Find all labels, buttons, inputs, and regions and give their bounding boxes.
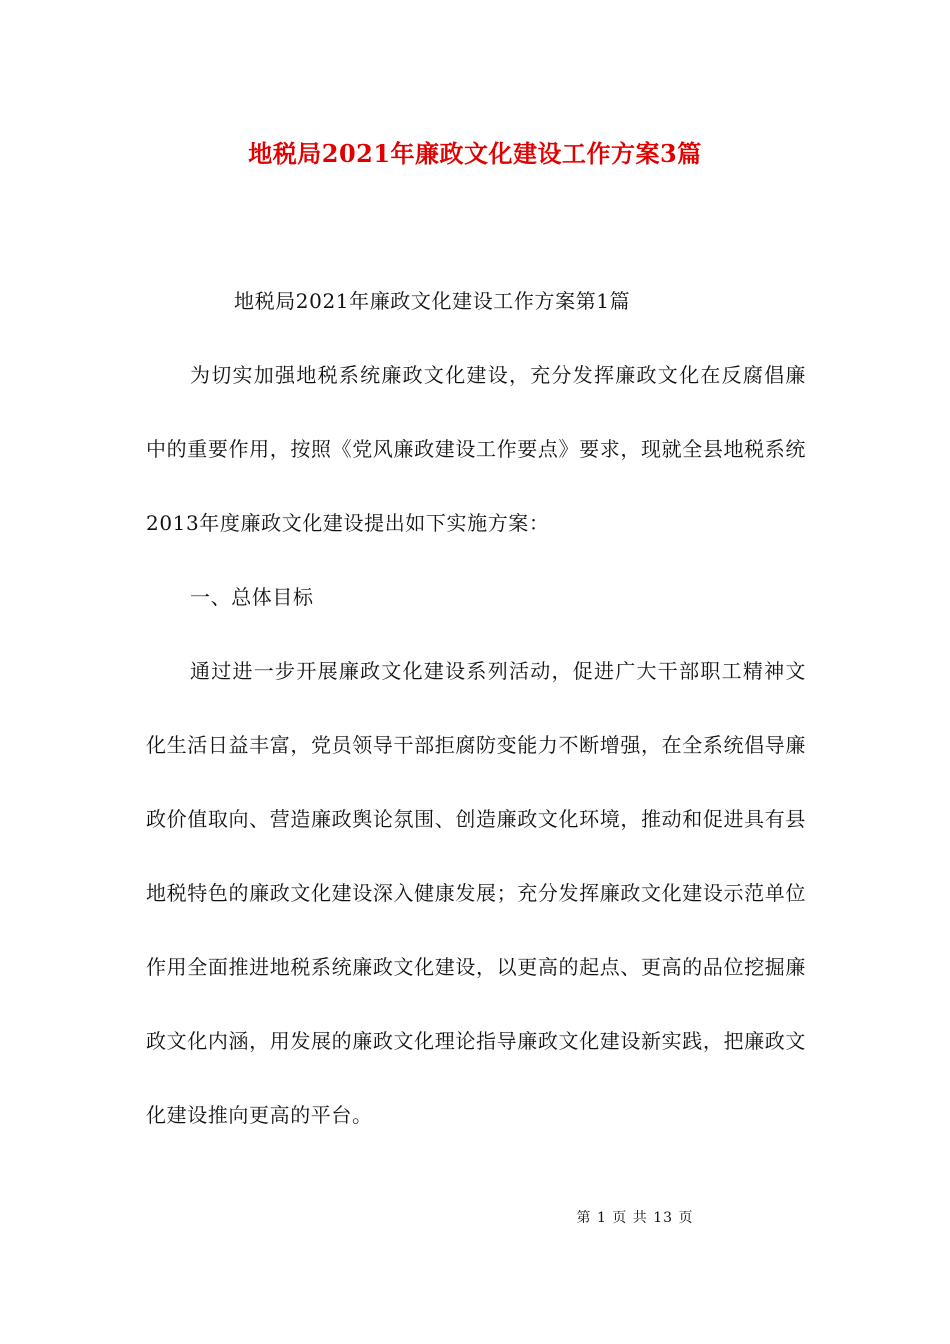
section-heading: 一、总体目标: [190, 585, 314, 609]
paragraph-intro: 为切实加强地税系统廉政文化建设，充分发挥廉政文化在反腐倡廉中的重要作用，按照《党风廉政建设工作要点》要求，现就全县地税系统2013年度廉政文化建设提出如下实施方案：: [146, 363, 806, 535]
document-body: [146, 264, 806, 1152]
document-subtitle: 地税局2021年廉政文化建设工作方案第1篇: [234, 289, 631, 313]
paragraph-goal: 通过进一步开展廉政文化建设系列活动，促进广大干部职工精神文化生活日益丰富，党员领导干部拒腐防变能力不断增强，在全系统倡导廉政价值取向、营造廉政舆论氛围、创造廉政文化环境，推动和促进具有县地税特色的廉政文化建设深入健康发展；充分发挥廉政文化建设示范单位作用全面推进地税系统廉政文化建设，以更高的起点、更高的品位挖掘廉政文化内涵，用发展的廉政文化理论指导廉政文化建设新实践，把廉政文化建设推向更高的平台。: [146, 659, 806, 1127]
document-title: 地税局2021年廉政文化建设工作方案3篇: [248, 139, 702, 168]
page-footer: 第 1 页 共 13 页: [576, 1210, 694, 1226]
